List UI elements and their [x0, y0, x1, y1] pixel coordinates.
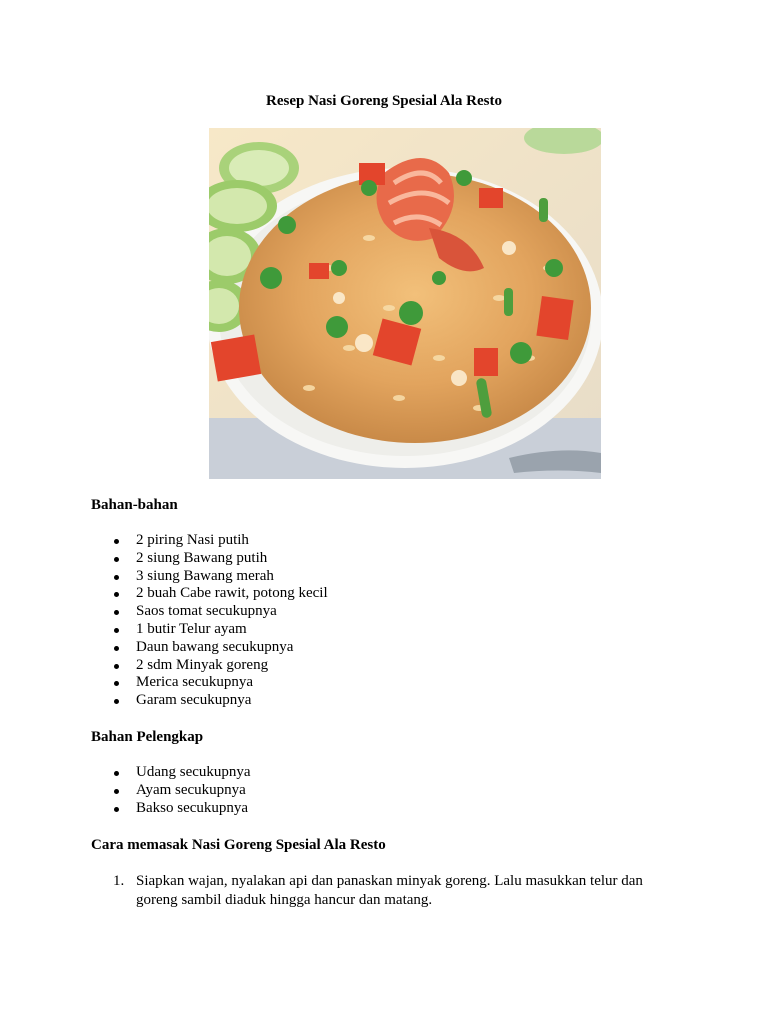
item-text: Daun bawang secukupnya [136, 638, 294, 655]
list-item [0, 603, 328, 621]
step-item [0, 872, 656, 910]
step-text: Siapkan wajan, nyalakan api dan panaskan minyak goreng. Lalu masukkan telur dan goreng sambil diaduk hingga hancur dan matang. [136, 873, 643, 908]
bullet-icon [114, 557, 119, 562]
item-text: Bakso secukupnya [136, 799, 249, 816]
item-text: Ayam secukupnya [136, 781, 246, 798]
bullet-icon [114, 699, 119, 704]
item-text: 2 piring Nasi putih [136, 532, 249, 548]
method-heading: Cara memasak Nasi Goreng Spesial Ala Resto [91, 837, 386, 853]
list-item [0, 692, 328, 710]
list-item [0, 782, 251, 800]
bullet-icon [114, 539, 119, 544]
bullet-icon [114, 681, 119, 686]
bullet-icon [114, 771, 119, 776]
item-text: 2 siung Bawang putih [136, 549, 268, 566]
item-text: Merica secukupnya [136, 674, 254, 691]
bullet-icon [114, 575, 119, 580]
list-item [0, 674, 328, 692]
bullet-icon [114, 646, 119, 651]
list-item [0, 764, 251, 782]
list-item [0, 800, 251, 818]
page-title: Resep Nasi Goreng Spesial Ala Resto [266, 93, 502, 109]
bullet-icon [114, 628, 119, 633]
list-item [0, 550, 328, 568]
bullet-icon [114, 592, 119, 597]
bullet-icon [114, 664, 119, 669]
complements-heading: Bahan Pelengkap [91, 729, 204, 745]
ingredients-heading: Bahan-bahan [91, 497, 178, 513]
list-item [0, 621, 328, 639]
item-text: 1 butir Telur ayam [136, 620, 247, 637]
list-item [0, 657, 328, 675]
ingredients-list [0, 532, 328, 710]
item-text: Garam secukupnya [136, 692, 252, 709]
bullet-icon [114, 789, 119, 794]
complements-list [0, 764, 251, 817]
step-number: 1. [113, 873, 125, 889]
item-text: Udang secukupnya [136, 764, 251, 780]
list-item [0, 568, 328, 586]
list-item [0, 639, 328, 657]
method-steps [0, 872, 656, 910]
item-text: 3 siung Bawang merah [136, 567, 274, 584]
fried-rice-photo [209, 128, 601, 479]
list-item [0, 585, 328, 603]
bullet-icon [114, 610, 119, 615]
list-item [0, 532, 328, 550]
bullet-icon [114, 807, 119, 812]
item-text: 2 sdm Minyak goreng [136, 656, 269, 673]
item-text: Saos tomat secukupnya [136, 603, 277, 620]
item-text: 2 buah Cabe rawit, potong kecil [136, 585, 328, 602]
